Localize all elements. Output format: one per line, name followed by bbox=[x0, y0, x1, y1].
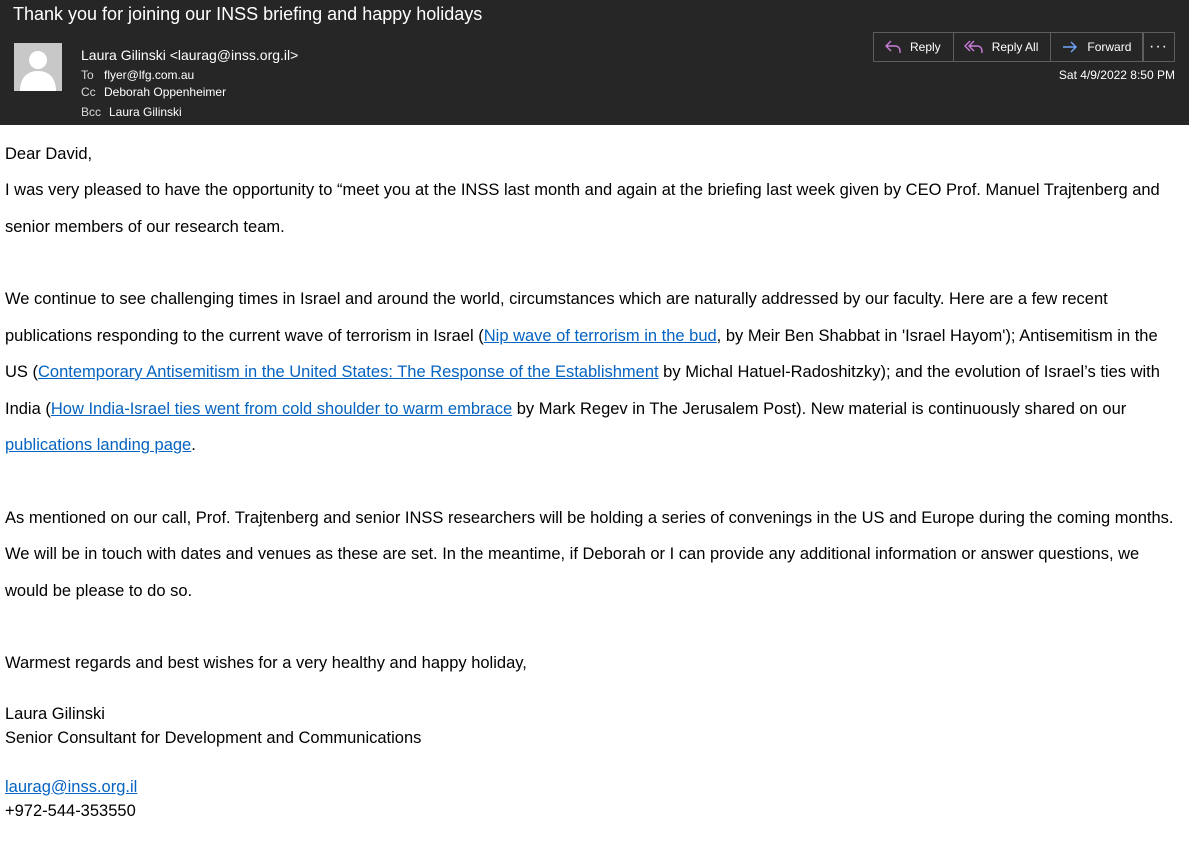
email-body bbox=[5, 139, 1175, 823]
p2-text-a: We continue to see challenging times in Israel and around the world, circumstances which are naturally addressed by our faculty. Here are a few recent publications responding to the current wave of terrorism in Israel ( bbox=[5, 290, 1108, 345]
p2-text-d: by Mark Regev in The Jerusalem Post). New material is continuously shared on our bbox=[512, 399, 1127, 418]
p2-text-e: . bbox=[191, 436, 196, 454]
bcc-label: Bcc bbox=[81, 105, 102, 119]
more-actions-button[interactable] bbox=[1142, 32, 1175, 62]
forward-button[interactable] bbox=[1051, 33, 1143, 61]
signature-spacer bbox=[5, 750, 1175, 775]
body-paragraph-3: As mentioned on our call, Prof. Trajtenberg and senior INSS researchers will be holding a series of convenings in the US and Europe during the coming months. We will be in touch with dates and venues as these are set. In the meantime, if Deborah or I can provide any additional information or answer questions, we would be please to do so. bbox=[5, 508, 1174, 600]
to-line bbox=[81, 68, 194, 82]
to-recipient[interactable]: flyer@lfg.com.au bbox=[104, 68, 195, 82]
p2-text-b: , by Meir Ben Shabbat in 'Israel Hayom'); Antisemitism in the US ( bbox=[5, 326, 1158, 381]
email-subject: Thank you for joining our INSS briefing and happy holidays bbox=[13, 4, 483, 24]
more-icon: ··· bbox=[1149, 38, 1168, 55]
cc-line bbox=[81, 85, 226, 99]
bcc-line bbox=[81, 105, 182, 119]
paragraph-spacer bbox=[5, 245, 1175, 281]
cc-label: Cc bbox=[81, 85, 96, 99]
reply-button[interactable] bbox=[874, 33, 954, 61]
forward-arrow-icon bbox=[1061, 39, 1079, 55]
reply-all-button[interactable] bbox=[954, 33, 1052, 61]
link-publications-landing-page[interactable]: publications landing page bbox=[5, 436, 192, 454]
signature-email-link[interactable]: laurag@inss.org.il bbox=[5, 777, 138, 796]
p2-text-c: by Michal Hatuel-Radoshitzky); and the evolution of Israel’s ties with India ( bbox=[5, 363, 1160, 418]
signature-spacer bbox=[5, 682, 1175, 702]
reply-label: Reply bbox=[910, 40, 941, 54]
signature-name: Laura Gilinski bbox=[5, 704, 105, 723]
reply-all-label: Reply All bbox=[991, 40, 1039, 54]
closing-line: Warmest regards and best wishes for a very healthy and happy holiday, bbox=[5, 654, 527, 672]
to-label: To bbox=[81, 68, 94, 82]
person-icon bbox=[14, 43, 62, 91]
link-india-israel-ties[interactable]: How India-Israel ties went from cold shoulder to warm embrace bbox=[50, 399, 513, 418]
message-actions bbox=[873, 32, 1144, 62]
signature-phone: +972-544-353550 bbox=[5, 801, 136, 820]
bcc-recipient[interactable]: Laura Gilinski bbox=[109, 105, 182, 119]
reply-icon bbox=[884, 39, 902, 55]
link-contemporary-antisemitism[interactable]: Contemporary Antisemitism in the United States: The Response of the Establishment bbox=[38, 363, 659, 381]
link-nip-wave-of-terrorism[interactable]: Nip wave of terrorism in the bud bbox=[483, 326, 717, 345]
greeting: Dear David, bbox=[5, 145, 93, 163]
sender-avatar[interactable] bbox=[14, 43, 62, 91]
paragraph-spacer bbox=[5, 609, 1175, 645]
email-header bbox=[0, 0, 1189, 125]
signature-title: Senior Consultant for Development and Communications bbox=[5, 728, 422, 747]
forward-label: Forward bbox=[1087, 40, 1132, 54]
body-paragraph-2 bbox=[5, 281, 1175, 464]
paragraph-spacer bbox=[5, 464, 1175, 500]
cc-recipient[interactable]: Deborah Oppenheimer bbox=[104, 85, 227, 99]
sender[interactable]: Laura Gilinski <laurag@inss.org.il> bbox=[81, 47, 299, 63]
body-paragraph-1: I was very pleased to have the opportunity to “meet you at the INSS last month and again at the briefing last week given by CEO Prof. Manuel Trajtenberg and senior members of our research team. bbox=[5, 181, 1160, 236]
reply-all-icon bbox=[964, 39, 984, 55]
sent-date: Sat 4/9/2022 8:50 PM bbox=[1058, 68, 1175, 82]
